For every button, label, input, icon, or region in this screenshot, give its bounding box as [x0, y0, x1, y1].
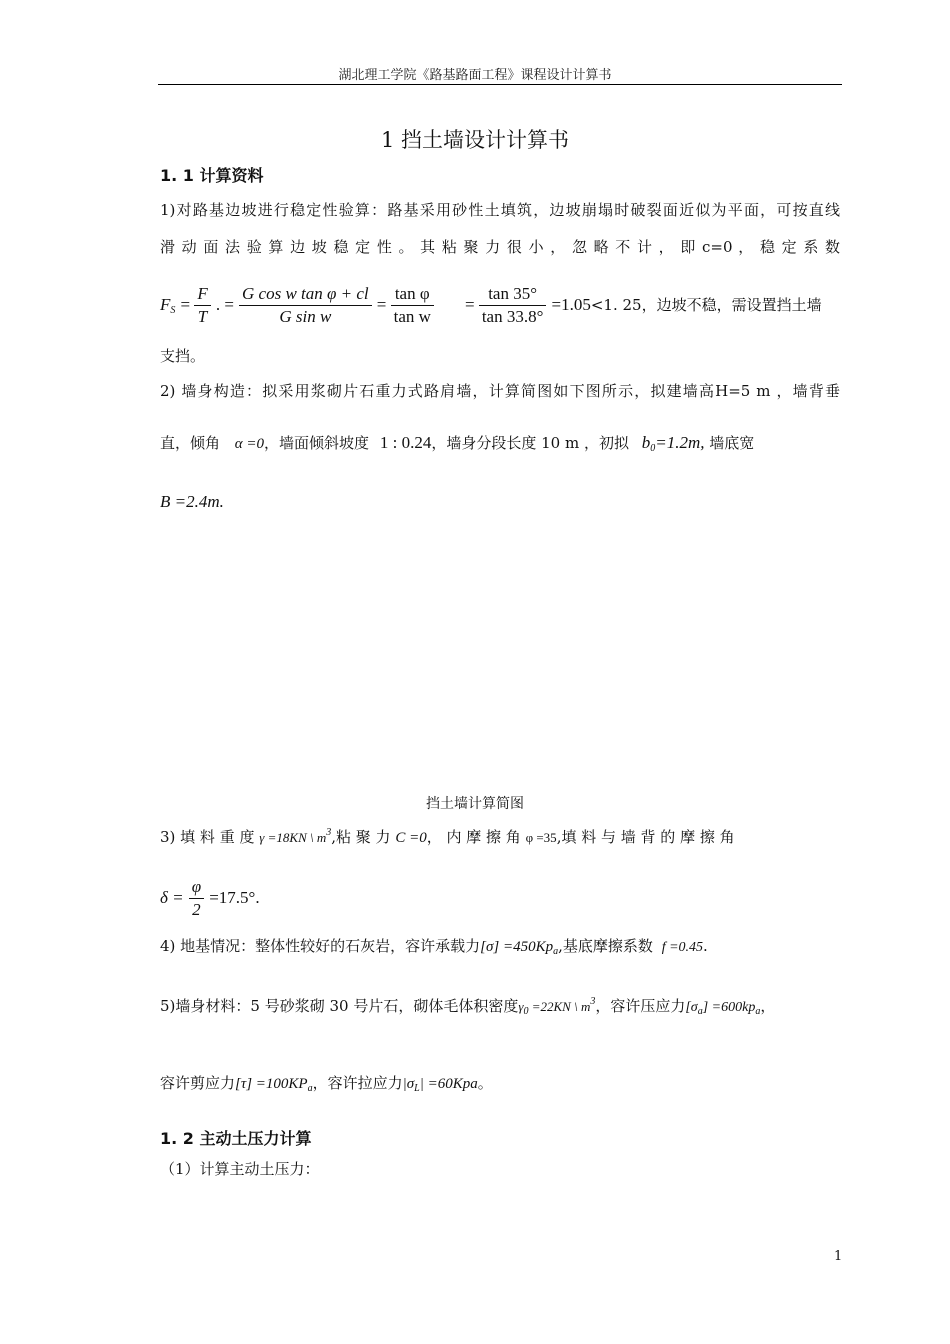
figure-caption: 挡土墙计算简图: [426, 796, 524, 812]
eq-fs: $F_S$: [160, 295, 176, 316]
page-header: 湖北理工学院《路基路面工程》课程设计计算书: [338, 68, 612, 83]
gamma-value: γ =18KN \ $m^3$: [259, 827, 332, 845]
paragraph-5: 5)墙身材料：5 号砂浆砌 30 号片石，砌体毛体积密度$\gamma_0 =22KN$ \ $m^3$，容许压应力$[\sigma_a] =600kp_a$，: [160, 996, 776, 1017]
phi-value: φ =35: [525, 830, 557, 845]
paragraph-3: 3) 填 料 重 度 γ =18KN \ $m^3$,粘 聚 力 C =0， 内 摩 擦 角 φ =35,填 料 与 墙 背 的 摩 擦 角: [160, 827, 735, 846]
stability-equation: $F_S$ = $\frac{F}{T}$ . = $\frac{\text{G cos w tan φ + cl}}{\text{G sin w}}$ = $\frac{\text{tan φ}}{\text{tan w}}$ = $\frac{\tan 35^\circ}{\tan 33.8^\circ}$ =1.05<1. 25，边坡不稳，需设置挡土墙: [160, 284, 822, 326]
paragraph-5-line-2: 容许剪应力$[\tau] =100KP_a$，容许拉应力$|\sigma_L| =60Kpa$。: [160, 1074, 493, 1094]
section-heading-1-2: 1. 2 主动土压力计算: [160, 1129, 312, 1148]
sigma-value: $[\sigma] =450Kp_a$: [480, 939, 559, 957]
width-b-value: B =2.4m.: [160, 492, 224, 511]
eq-frac-g: $\frac{\text{G cos w tan φ + cl}}{\text{G sin w}}$: [239, 283, 372, 328]
alpha-value: α =0: [234, 436, 265, 452]
paragraph-2-line-1: 2) 墙身构造：拟采用浆砌片石重力式路肩墙，计算简图如下图所示，拟建墙高H=5 m ，墙背垂: [160, 382, 840, 400]
paragraph-2-line-2: 直，倾角 α =0，墙面倾斜坡度 1 : 0.24，墙身分段长度 10 m ，初拟 $b_0=1.2m$, 墙底宽: [160, 433, 755, 454]
sigma-l-value: $|\sigma_L| =60Kpa$: [402, 1076, 478, 1094]
friction-value: f =0.45: [661, 940, 704, 955]
sigma-a-value: $[\sigma_a] =600kp_a$: [685, 1000, 761, 1017]
eq-tail-text: <1. 25，边坡不稳，需设置挡土墙: [590, 296, 822, 314]
section-1-2-paragraph: （1）计算主动土压力：: [160, 1160, 320, 1178]
b0-value: $b_0=1.2m$,: [641, 433, 705, 454]
gamma0-value: $\gamma_0 =22KN$ \ $m^3$: [518, 996, 596, 1017]
paragraph-4: 4) 地基情况：整体性较好的石灰岩，容许承载力$[\sigma] =450Kp_a$,基底摩擦系数 f =0.45.: [160, 937, 708, 957]
paragraph-1-line-1: 1)对路基边坡进行稳定性验算：路基采用砂性土填筑，边坡崩塌时破裂面近似为平面，可按直线: [160, 201, 840, 219]
paragraph-1-line-2: 滑 动 面 法 验 算 边 坡 稳 定 性 。 其 粘 聚 力 很 小 ， 忽 略 不 计 ， 即 c=0 ， 稳 定 系 数: [160, 238, 840, 256]
paragraph-1-line-4: 支挡。: [160, 347, 206, 365]
section-heading-1-1: 1. 1 计算资料: [160, 166, 264, 185]
header-rule: [158, 84, 842, 85]
eq-frac-tan35: $\frac{\tan 35^\circ}{\tan 33.8^\circ}$: [479, 283, 547, 328]
delta-equation: δ = $\frac{\varphi}{2}$ =17.5°.: [160, 877, 260, 919]
tau-value: $[\tau] =100KP_a$: [235, 1076, 313, 1094]
eq-result: =1.05: [551, 295, 591, 314]
slope-value: 1 : 0.24: [379, 433, 432, 452]
page-number: 1: [834, 1249, 843, 1264]
chapter-title: 1 挡土墙设计计算书: [380, 128, 570, 152]
delta-frac: $\frac{\varphi}{2}$: [189, 876, 204, 921]
c-value: C =0: [395, 830, 427, 846]
eq-frac-f-t: $\frac{F}{T}$: [194, 283, 210, 328]
eq-frac-tan: $\frac{\text{tan φ}}{\text{tan w}}$: [391, 283, 434, 328]
